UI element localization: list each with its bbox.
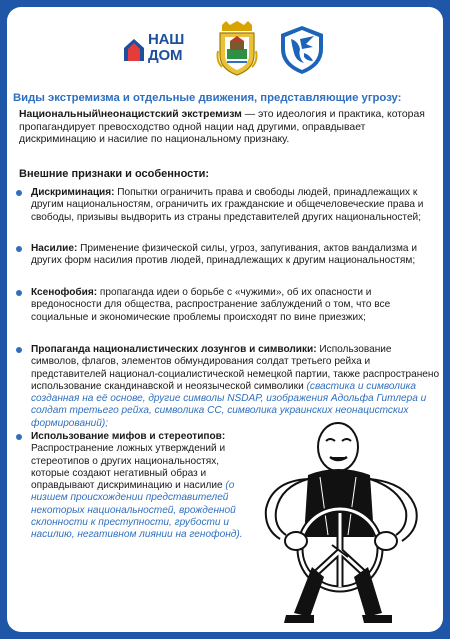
intro-term: Национальный\неонацистский экстремизм	[19, 109, 242, 120]
item-text: пропаганда идеи о борьбе с «чужими», об их опасности и вредоносности для общества, распространение заблуждений о том, что все социальные и экономические проблемы происходят по вине приезжих;	[31, 287, 391, 323]
shield-emblem-icon	[280, 25, 324, 75]
section-heading: Виды экстремизма и отдельные движения, представляющие угрозу:	[13, 92, 402, 104]
features-subheading: Внешние признаки и особенности:	[19, 168, 210, 180]
bullet-icon	[16, 246, 22, 252]
item-text: Использование символов, флагов, элементов обмундирования солдат третьего рейха и представителей национал-социалистической немецкой партии, также распространено использование скандинавской и неоязыческой символики	[31, 344, 440, 392]
nash-dom-logo	[124, 29, 192, 71]
item-note: (о низшем происхождении представителей некоторых национальностей, врожденной склонности к преступности, грубости и насилию, негативном лиянии на генофонд).	[31, 480, 243, 541]
leaflet-page	[7, 7, 443, 632]
item-text: Попытки ограничить права и свободы людей, принадлежащих к другим национальностям, ограничить их гражданские и общечеловеческие права и свободы, призывы выдворить из страны представителей других национальностей;	[31, 187, 424, 223]
nash-dom-text	[148, 32, 184, 64]
man-breaking-symbol-illustration	[250, 417, 435, 627]
list-item-xenophobia	[31, 287, 431, 324]
coat-of-arms-icon	[216, 21, 258, 77]
intro-paragraph	[19, 109, 435, 147]
bullet-icon	[16, 290, 22, 296]
list-item-discrimination	[31, 187, 431, 224]
item-term: Дискриминация:	[31, 187, 115, 198]
item-text: Распространение ложных утверждений и стереотипов о других национальностях, которые создают негативный образ и оправдывают дискриминацию и насилие	[31, 443, 226, 492]
item-term: Пропаганда националистических лозунгов и символики:	[31, 344, 317, 355]
item-term: Насилие:	[31, 243, 78, 254]
logo-row	[7, 21, 443, 79]
bullet-icon	[16, 347, 22, 353]
item-text: Применение физической силы, угроз, запугивания, актов вандализма и других форм насилия против людей, принадлежащих к другим национальностям;	[31, 243, 417, 267]
item-term: Ксенофобия:	[31, 287, 98, 298]
nash-dom-line2: ДОМ	[148, 47, 183, 64]
bullet-icon	[16, 190, 22, 196]
list-item-violence	[31, 243, 431, 268]
house-icon	[124, 37, 144, 61]
item-note: (свастика и символика созданная на её основе, другие символы NSDAP, изображения Адольфа Гитлера и солдат третьего рейха, символика СС, символика украинских неонацистских формирований);	[31, 380, 427, 429]
nash-dom-line1: НАШ	[148, 31, 185, 48]
item-term: Использование мифов и стереотипов:	[31, 431, 226, 442]
bullet-icon	[16, 434, 22, 440]
list-item-myths	[31, 431, 256, 542]
intro-text: — это идеология и практика, которая пропагандирует превосходство одной нации над другими, оправдывает дискриминацию и насилие по национальному признаку.	[19, 109, 425, 146]
